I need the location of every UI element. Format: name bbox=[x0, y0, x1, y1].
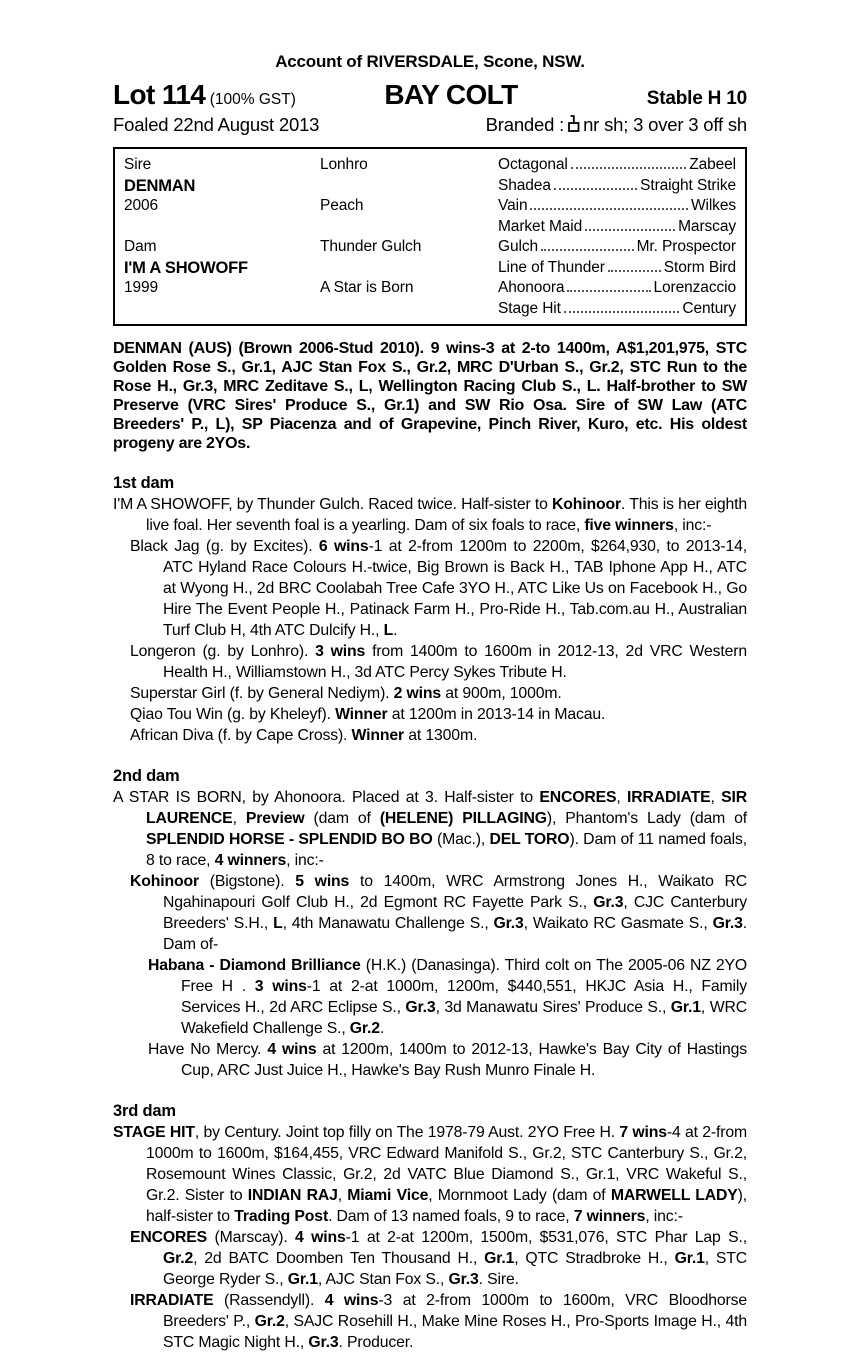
generation3-row bbox=[498, 196, 736, 217]
leader-dots bbox=[585, 229, 675, 231]
branded-line bbox=[486, 113, 747, 137]
generation3-row bbox=[498, 176, 736, 197]
lot-header-left bbox=[113, 79, 325, 111]
generation1-year: 1999 bbox=[124, 279, 159, 296]
pedigree-paragraph: ENCORES (Marscay). 4 wins-1 at 2-at 1200m, 1500m, $531,076, STC Phar Lap S., Gr.2, 2d BATC Doomben Ten Thousand H., Gr.1, QTC Stradbroke H., Gr.1, STC George Ryder S., Gr.1, AJC Stan Fox S., Gr.3. Sire. bbox=[130, 1229, 748, 1288]
leader-dots bbox=[608, 270, 661, 272]
dam-section bbox=[113, 474, 747, 746]
dam-sections bbox=[113, 474, 747, 1353]
branded-suffix: nr sh; 3 over 3 off sh bbox=[583, 114, 747, 135]
generation1-label: Dam bbox=[124, 238, 157, 255]
account-line: Account of RIVERSDALE, Scone, NSW. bbox=[275, 52, 585, 71]
pedigree-table bbox=[113, 147, 747, 326]
generation3-name: Shadea bbox=[498, 176, 551, 194]
generation3-name: Market Maid bbox=[498, 217, 583, 235]
leader-dots bbox=[541, 249, 634, 251]
pedigree-paragraph: Habana - Diamond Brilliance (H.K.) (Danasinga). Third colt on The 2005-06 NZ 2YO Free H . 3 wins-1 at 2-at 1000m, 1200m, $440,551, HKJC Asia H., Family Services H., 2d ARC Eclipse S., Gr.3, 3d Manawatu Sires' Produce S., Gr.1, WRC Wakefield Challenge S., Gr.2. bbox=[148, 957, 747, 1037]
generation3-name: Stage Hit bbox=[498, 299, 561, 317]
generation4-name: Century bbox=[682, 299, 736, 317]
generation3-row bbox=[498, 237, 736, 258]
dam-section bbox=[113, 1102, 747, 1353]
generation3-name: Gulch bbox=[498, 238, 538, 255]
leader-dots bbox=[571, 167, 686, 169]
pedigree-paragraph: Have No Mercy. 4 wins at 1200m, 1400m to 2012-13, Hawke's Bay City of Hastings Cup, ARC Just Juice H., Hawke's Bay Rush Munro Finale H. bbox=[148, 1041, 747, 1079]
stud-brand-icon bbox=[567, 114, 580, 138]
pedigree-paragraph: Qiao Tou Win (g. by Kheleyf). Winner at 1200m in 2013-14 in Macau. bbox=[130, 706, 606, 723]
pedigree-half bbox=[124, 155, 736, 237]
section-heading: 2nd dam bbox=[113, 767, 180, 785]
pedigree-paragraph: African Diva (f. by Cape Cross). Winner at 1300m. bbox=[130, 727, 478, 744]
sire-summary: DENMAN (AUS) (Brown 2006-Stud 2010). 9 wins-3 at 2-to 1400m, A$1,201,975, STC Golden Rose S., Gr.1, AJC Stan Fox S., Gr.2, MRC D'Urban S., Gr.2, STC Run to the Rose H., Gr.3, MRC Zeditave S., L, Wellington Racing Club S., L. Half-brother to SW Preserve (VRC Sires' Produce S., Gr.1) and SW Rio Osa. Sire of SW Law (ATC Breeders' P., L), SP Piacenza and of Grapevine, Pinch River, Kuro, etc. His oldest progeny are 2YOs. bbox=[113, 340, 747, 452]
generation4-name: Lorenzaccio bbox=[653, 279, 736, 296]
generation1-name: I'M A SHOWOFF bbox=[124, 258, 248, 277]
generation3-name: Vain bbox=[498, 197, 528, 214]
lot-number: Lot 114 bbox=[113, 79, 206, 110]
generation4-name: Storm Bird bbox=[663, 258, 736, 276]
generation3-name: Ahonoora bbox=[498, 279, 565, 296]
pedigree-generation1 bbox=[124, 237, 320, 319]
section-heading: 1st dam bbox=[113, 474, 174, 492]
leader-dots bbox=[564, 311, 680, 313]
gst-note: (100% GST) bbox=[209, 91, 296, 108]
stable-number: Stable H 10 bbox=[646, 88, 747, 109]
generation4-name: Marscay bbox=[678, 217, 736, 235]
foaled-date: Foaled 22nd August 2013 bbox=[113, 114, 320, 135]
leader-dots bbox=[530, 208, 687, 210]
generation2-name: Thunder Gulch bbox=[320, 238, 422, 255]
pedigree-paragraph: Longeron (g. by Lonhro). 3 wins from 1400m to 1600m in 2012-13, 2d VRC Western Health H., Williamstown H., 3d ATC Percy Sykes Tribute H. bbox=[130, 643, 747, 681]
pedigree-half bbox=[124, 237, 736, 319]
generation3-row bbox=[498, 217, 736, 238]
section-heading: 3rd dam bbox=[113, 1102, 176, 1120]
pedigree-paragraph: I'M A SHOWOFF, by Thunder Gulch. Raced twice. Half-sister to Kohinoor. This is her eighth live foal. Her seventh foal is a yearling. Dam of six foals to race, five winners, inc:- bbox=[113, 496, 747, 534]
generation3-row bbox=[498, 155, 736, 176]
page-title: BAY COLT bbox=[384, 79, 518, 110]
generation3-name: Line of Thunder bbox=[498, 258, 605, 276]
leader-dots bbox=[554, 188, 637, 190]
generation1-name: DENMAN bbox=[124, 176, 196, 195]
branded-prefix: Branded : bbox=[485, 114, 565, 135]
generation3-name: Octagonal bbox=[498, 156, 568, 173]
pedigree-generation1 bbox=[124, 155, 320, 237]
generation4-name: Straight Strike bbox=[640, 176, 736, 194]
foaled-branded-row bbox=[113, 113, 747, 137]
generation2-name: A Star is Born bbox=[320, 279, 414, 296]
dam-section bbox=[113, 767, 747, 1081]
generation1-label: Sire bbox=[124, 156, 152, 173]
pedigree-paragraph: Black Jag (g. by Excites). 6 wins-1 at 2-from 1200m to 2200m, $264,930, to 2013-14, ATC Hyland Race Colours H.-twice, Big Brown is Back H., TAB Iphone App H., ATC at Wyong H., 2d BRC Coolabah Tree Cafe 3YO H., ATC Like Us on Facebook H., Go Hire The Event People H., Patinack Farm H., Pro-Ride H., Tab.com.au H., Australian Turf Club H, 4th ATC Dulcify H., L. bbox=[130, 538, 747, 639]
lot-header bbox=[113, 79, 747, 111]
pedigree-paragraph: IRRADIATE (Rassendyll). 4 wins-3 at 2-from 1000m to 1600m, VRC Bloodhorse Breeders' P., Gr.2, SAJC Rosehill H., Make Mine Roses H., Pro-Sports Image H., 4th STC Magic Night H., Gr.3. Producer. bbox=[130, 1292, 747, 1351]
pedigree-paragraph: Superstar Girl (f. by General Nediym). 2 wins at 900m, 1000m. bbox=[130, 685, 562, 702]
generation1-year: 2006 bbox=[124, 197, 159, 214]
generation3-row bbox=[498, 258, 736, 279]
pedigree-paragraph: Kohinoor (Bigstone). 5 wins to 1400m, WRC Armstrong Jones H., Waikato RC Ngahinapouri Golf Club H., 2d Egmont RC Fayette Park S., Gr.3, CJC Canterbury Breeders' S.H., L, 4th Manawatu Challenge S., Gr.3, Waikato RC Gasmate S., Gr.3. Dam of- bbox=[130, 873, 748, 953]
generation2-name: Lonhro bbox=[320, 156, 368, 173]
generation3-row bbox=[498, 299, 736, 320]
generation4-name: Mr. Prospector bbox=[636, 238, 736, 255]
generation3-row bbox=[498, 278, 736, 299]
generation4-name: Zabeel bbox=[689, 156, 736, 173]
pedigree-paragraph: A STAR IS BORN, by Ahonoora. Placed at 3. Half-sister to ENCORES, IRRADIATE, SIR LAURENCE, Preview (dam of (HELENE) PILLAGING), Phantom's Lady (dam of SPLENDID HORSE - SPLENDID BO BO (Mac.), DEL TORO). Dam of 11 named foals, 8 to race, 4 winners, inc:- bbox=[113, 789, 748, 869]
leader-dots bbox=[567, 290, 650, 292]
generation4-name: Wilkes bbox=[690, 197, 736, 214]
pedigree-paragraph: STAGE HIT, by Century. Joint top filly on The 1978-79 Aust. 2YO Free H. 7 wins-4 at 2-from 1000m to 1600m, $164,455, VRC Edward Manifold S., Gr.2, STC Canterbury S., Gr.2, Rosemount Wines Classic, Gr.2, 2d VATC Blue Diamond S., Gr.1, VRC Wakeful S., Gr.2. Sister to INDIAN RAJ, Miami Vice, Mornmoot Lady (dam of MARWELL LADY), half-sister to Trading Post. Dam of 13 named foals, 9 to race, 7 winners, inc:- bbox=[113, 1124, 748, 1225]
generation2-name: Peach bbox=[320, 197, 364, 214]
